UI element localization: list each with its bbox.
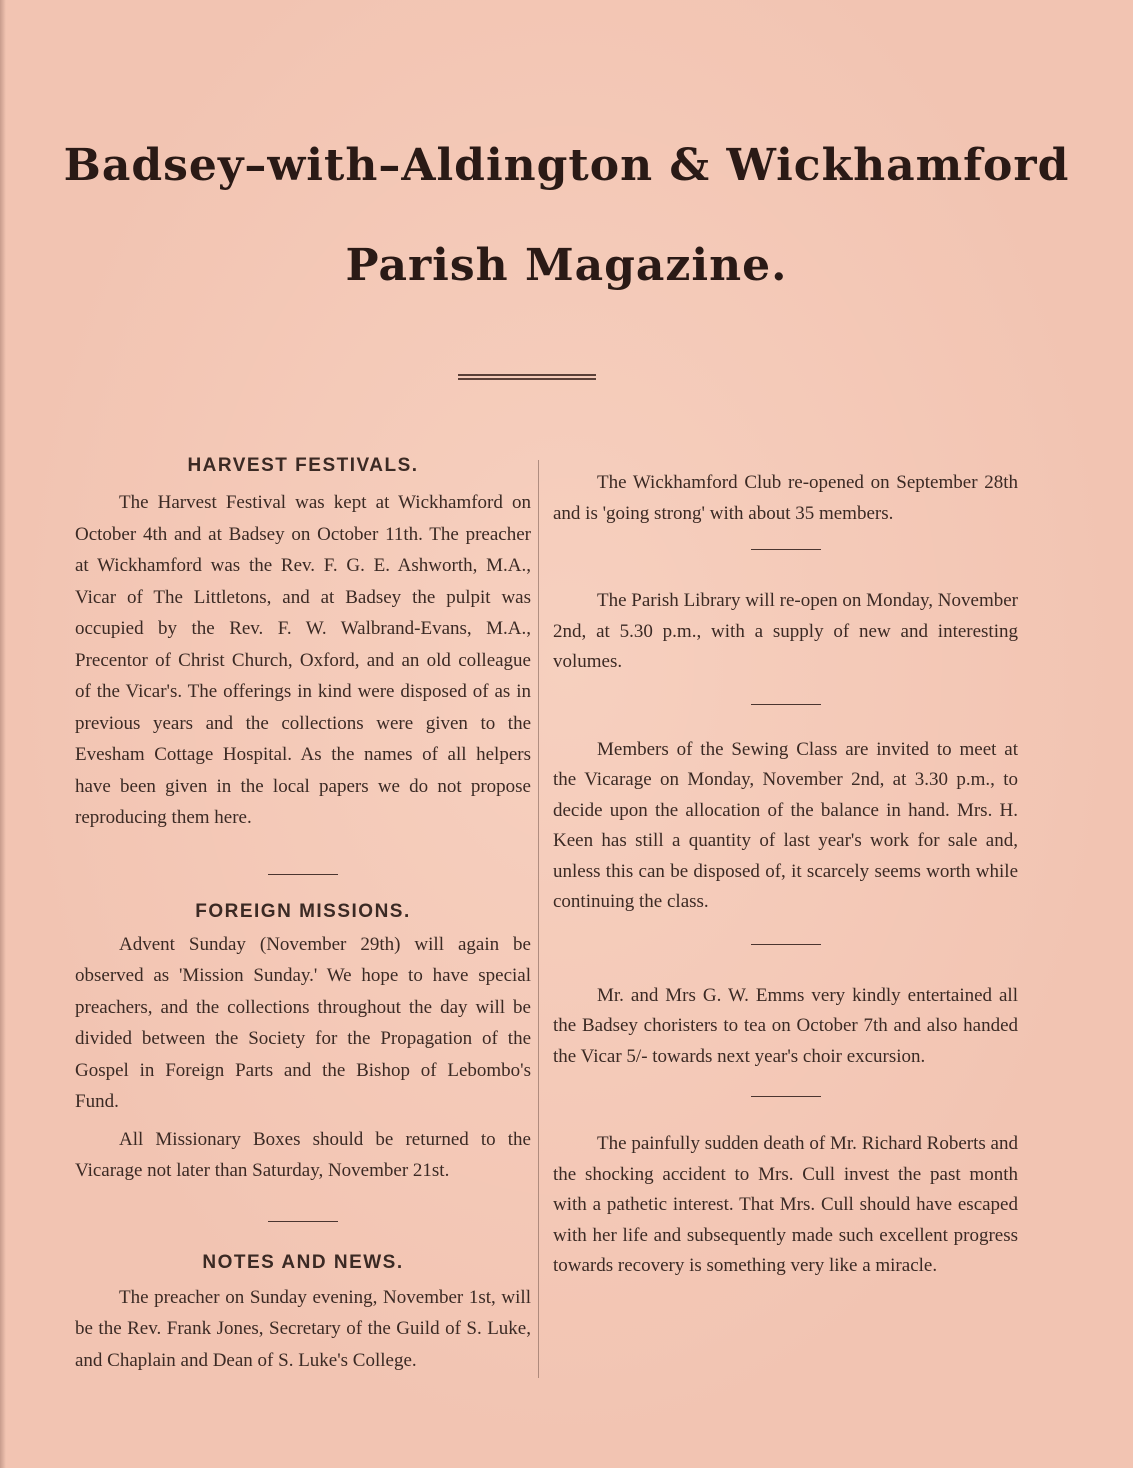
notes-and-news-heading: NOTES AND NEWS. — [202, 1251, 404, 1273]
foreign-missions-paragraph: Advent Sunday (November 29th) will again be observed as 'Mission Sunday.' We hope to have special preachers, and the collections throughout the day will be divided between the Society for the Propagation of the Gospel in Foreign Parts and the Bishop of Lebombo's Fund. — [75, 933, 531, 1112]
foreign-missions-heading: FOREIGN MISSIONS. — [195, 900, 411, 922]
section-separator — [751, 1096, 821, 1097]
section-separator — [751, 704, 821, 705]
choristers-tea-paragraph: Mr. and Mrs G. W. Emms very kindly entertained all the Badsey choristers to tea on October 7th and also handed the Vicar 5/- towards next year's choir excursion. — [553, 984, 1018, 1067]
missionary-boxes-paragraph: All Missionary Boxes should be returned to the Vicarage not later than Saturday, November 21st. — [75, 1128, 531, 1181]
harvest-festivals-paragraph: The Harvest Festival was kept at Wickhamford on October 4th and at Badsey on October 11th. The preacher at Wickhamford was the Rev. F. G. E. Ashworth, M.A., Vicar of The Littletons, and at Badsey the pulpit was occupied by the Rev. F. W. Walbrand-Evans, M.A., Precentor of Christ Church, Oxford, and an old colleague of the Vicar's. The offerings in kind were disposed of as in previous years and the collections were given to the Evesham Cottage Hospital. As the names of all helpers have been given in the local papers we do not propose reproducing them here. — [75, 492, 531, 828]
parish-library-paragraph: The Parish Library will re-open on Monday, November 2nd, at 5.30 p.m., with a supply of new and interesting volumes. — [553, 590, 1018, 672]
left-column — [75, 455, 531, 1376]
wickhamford-club-paragraph: The Wickhamford Club re-opened on September 28th and is 'going strong' with about 35 members. — [553, 472, 1018, 524]
section-separator — [268, 1221, 338, 1222]
section-separator — [751, 944, 821, 945]
sudden-death-paragraph: The painfully sudden death of Mr. Richard Roberts and the shocking accident to Mrs. Cull invest the past month with a pathetic interest. That Mrs. Cull should have escaped with her life and subsequently made such excellent progress towards recovery is something very like a miracle. — [553, 1133, 1018, 1276]
masthead-title: Badsey–with–Aldington & Wickhamford — [63, 140, 1070, 191]
sunday-preacher-paragraph: The preacher on Sunday evening, November 1st, will be the Rev. Frank Jones, Secretary of the Guild of S. Luke, and Chaplain and Dean of S. Luke's College. — [75, 1286, 531, 1371]
harvest-festivals-heading: HARVEST FESTIVALS. — [187, 455, 419, 476]
section-separator — [268, 874, 338, 875]
page-edge-shadow — [0, 0, 6, 1468]
masthead-subtitle: Parish Magazine. — [345, 240, 788, 291]
column-divider — [538, 460, 539, 1378]
masthead-double-rule — [458, 374, 596, 380]
right-column — [553, 468, 1018, 1282]
section-separator — [751, 549, 821, 550]
sewing-class-paragraph: Members of the Sewing Class are invited to meet at the Vicarage on Monday, November 2nd, at 3.30 p.m., to decide upon the allocation of the balance in hand. Mrs. H. Keen has still a quantity of last year's work for sale and, unless this can be disposed of, it scarcely seems worth while continuing the class. — [553, 738, 1018, 912]
